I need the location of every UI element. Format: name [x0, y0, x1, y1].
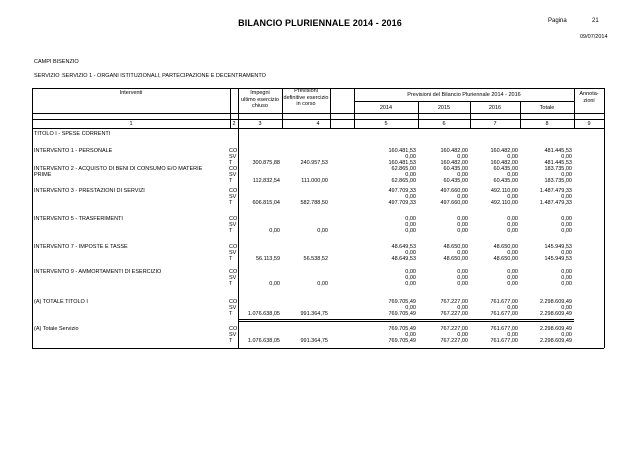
- value-cell-y2014: 497.709,33: [388, 188, 416, 194]
- col-number: 7: [493, 121, 497, 127]
- value-cell-y2016: 761.677,00: [490, 311, 518, 318]
- intervento-label: INTERVENTO 1 - PERSONALE: [34, 148, 113, 154]
- value-cell-y2016: 160.482,00: [490, 160, 518, 167]
- value-cell-impegni: 0,00: [269, 228, 280, 235]
- value-cell-y2015: 0,00: [457, 250, 468, 257]
- value-cell-previsioni: 0,00: [317, 281, 328, 288]
- value-cell-y2016: 0,00: [507, 154, 518, 161]
- value-cell-impegni: 0,00: [269, 281, 280, 288]
- value-cell-y2015: 160.482,00: [440, 148, 468, 154]
- value-cell-totale: 0,00: [561, 305, 572, 312]
- value-cell-y2015: 0,00: [457, 216, 468, 222]
- value-cell-y2015: 48.650,00: [443, 244, 468, 250]
- row-code: SV: [229, 194, 237, 201]
- value-cell-y2016: 761.677,00: [490, 299, 518, 305]
- col-number: 2: [232, 121, 236, 127]
- row-code: T: [229, 200, 233, 207]
- row-code: SV: [229, 154, 237, 161]
- col-header-year: 2016: [488, 105, 502, 111]
- value-cell-y2014: 62.865,00: [391, 166, 416, 172]
- value-cell-y2014: 160.481,53: [388, 148, 416, 154]
- value-cell-y2015: 767.227,00: [440, 338, 468, 345]
- value-cell-y2014: 497.709,33: [388, 200, 416, 207]
- value-cell-y2016: 160.482,00: [490, 148, 518, 154]
- row-code: T: [229, 281, 233, 288]
- value-cell-y2014: 0,00: [405, 216, 416, 222]
- value-cell-y2014: 0,00: [405, 194, 416, 201]
- value-cell-y2015: 0,00: [457, 194, 468, 201]
- table-rule: [32, 119, 604, 120]
- value-cell-y2014: 0,00: [405, 281, 416, 288]
- servizio-description: SERVIZIO 1 - ORGANI ISTITUZIONALI, PARTECIPAZIONE E DECENTRAMENTO: [62, 73, 266, 79]
- value-cell-y2015: 0,00: [457, 172, 468, 179]
- row-code: CO: [229, 244, 238, 250]
- value-cell-impegni: 300.875,88: [252, 160, 280, 167]
- value-cell-y2016: 60.435,00: [493, 178, 518, 185]
- row-code: SV: [229, 222, 237, 229]
- value-cell-totale: 0,00: [561, 281, 572, 288]
- value-cell-y2016: 48.650,00: [493, 256, 518, 263]
- value-cell-y2016: 0,00: [507, 305, 518, 312]
- row-code: T: [229, 311, 233, 318]
- col-number: 3: [258, 121, 262, 127]
- value-cell-y2016: 48.650,00: [493, 244, 518, 250]
- value-cell-previsioni: 991.364,75: [300, 338, 328, 345]
- value-cell-y2016: 0,00: [507, 250, 518, 257]
- value-cell-y2015: 0,00: [457, 305, 468, 312]
- table-rule: [32, 348, 604, 349]
- value-cell-y2016: 60.435,00: [493, 166, 518, 172]
- value-cell-impegni: 1.076.638,05: [247, 311, 280, 318]
- value-cell-y2014: 0,00: [405, 269, 416, 275]
- value-cell-y2016: 0,00: [507, 222, 518, 229]
- col-number: 6: [442, 121, 446, 127]
- value-cell-y2016: 0,00: [507, 194, 518, 201]
- value-cell-y2016: 0,00: [507, 228, 518, 235]
- row-code: CO: [229, 188, 238, 194]
- value-cell-previsioni: 111.000,00: [301, 178, 328, 185]
- intervento-label: INTERVENTO 2 - ACQUISTO DI BENI DI CONSUMO E/O MATERIE: [34, 166, 203, 172]
- value-cell-totale: 0,00: [561, 275, 572, 282]
- value-cell-y2015: 48.650,00: [443, 256, 468, 263]
- value-cell-y2016: 761.677,00: [490, 326, 518, 332]
- intervento-label: INTERVENTO 5 - TRASFERIMENTI: [34, 216, 123, 222]
- value-cell-totale: 0,00: [561, 154, 572, 161]
- value-cell-totale: 0,00: [561, 172, 572, 179]
- col-header-totale: Totale: [539, 105, 555, 111]
- value-cell-y2014: 48.649,53: [391, 256, 416, 263]
- col-number: 8: [545, 121, 549, 127]
- col-number: 9: [587, 121, 591, 127]
- value-cell-totale: 0,00: [561, 250, 572, 257]
- value-cell-y2016: 492.110,00: [490, 188, 518, 194]
- value-cell-previsioni: 0,00: [317, 228, 328, 235]
- value-cell-totale: 0,00: [561, 216, 572, 222]
- value-cell-totale: 2.298.609,49: [539, 326, 572, 332]
- value-cell-y2014: 0,00: [405, 250, 416, 257]
- value-cell-totale: 1.487.479,33: [539, 200, 572, 207]
- value-cell-y2014: 48.649,53: [391, 244, 416, 250]
- value-cell-totale: 183.735,00: [544, 178, 572, 185]
- value-cell-impegni: 56.113,59: [255, 256, 280, 263]
- row-code: SV: [229, 332, 237, 339]
- row-code: SV: [229, 172, 237, 179]
- intervento-label: INTERVENTO 3 - PRESTAZIONI DI SERVIZI: [34, 188, 145, 194]
- row-code: CO: [229, 166, 238, 172]
- row-code: SV: [229, 250, 237, 257]
- row-code: CO: [229, 148, 238, 154]
- value-cell-totale: 2.298.609,49: [539, 311, 572, 318]
- col-number: 1: [129, 121, 133, 127]
- value-cell-y2015: 767.227,00: [440, 299, 468, 305]
- value-cell-y2016: 0,00: [507, 216, 518, 222]
- value-cell-y2015: 0,00: [457, 228, 468, 235]
- value-cell-y2015: 0,00: [457, 281, 468, 288]
- value-cell-totale: 2.298.609,49: [539, 338, 572, 345]
- total-rule: [238, 321, 574, 322]
- value-cell-totale: 481.445,53: [544, 148, 572, 154]
- table-rule: [32, 128, 33, 348]
- value-cell-y2016: 0,00: [507, 269, 518, 275]
- value-cell-y2014: 0,00: [405, 275, 416, 282]
- value-cell-totale: 0,00: [561, 332, 572, 339]
- value-cell-y2016: 0,00: [507, 281, 518, 288]
- value-cell-totale: 0,00: [561, 194, 572, 201]
- col-header-annotazioni: Annota- zioni: [579, 91, 599, 104]
- value-cell-y2015: 60.435,00: [443, 178, 468, 185]
- value-cell-y2015: 160.482,00: [440, 160, 468, 167]
- table-rule: [604, 128, 605, 348]
- page-number: 21: [592, 18, 599, 24]
- value-cell-y2015: 497.660,00: [440, 188, 468, 194]
- col-header-interventi: Interventi: [119, 90, 143, 96]
- value-cell-totale: 0,00: [561, 222, 572, 229]
- value-cell-impegni: 606.815,04: [252, 200, 280, 207]
- row-code: CO: [229, 326, 238, 332]
- value-cell-y2016: 0,00: [507, 172, 518, 179]
- value-cell-totale: 1.487.479,33: [539, 188, 572, 194]
- col-number: 5: [384, 121, 388, 127]
- value-cell-y2014: 769.705,49: [388, 326, 416, 332]
- value-cell-y2016: 492.110,00: [490, 200, 518, 207]
- value-cell-y2015: 0,00: [457, 154, 468, 161]
- value-cell-y2015: 497.660,00: [440, 200, 468, 207]
- value-cell-y2014: 0,00: [405, 222, 416, 229]
- value-cell-totale: 145.949,53: [544, 244, 572, 250]
- value-cell-y2014: 0,00: [405, 332, 416, 339]
- report-date: 09/07/2014: [580, 34, 608, 40]
- value-cell-previsioni: 991.364,75: [300, 311, 328, 318]
- col-header-year: 2014: [379, 105, 393, 111]
- value-cell-y2015: 767.227,00: [440, 311, 468, 318]
- value-cell-y2016: 0,00: [507, 332, 518, 339]
- value-cell-y2014: 769.705,49: [388, 299, 416, 305]
- value-cell-y2014: 769.705,49: [388, 311, 416, 318]
- value-cell-y2014: 769.705,49: [388, 338, 416, 345]
- value-cell-totale: 2.298.609,49: [539, 299, 572, 305]
- value-cell-y2015: 0,00: [457, 222, 468, 229]
- value-cell-previsioni: 240.957,53: [300, 160, 328, 167]
- row-code: CO: [229, 299, 238, 305]
- value-cell-y2016: 0,00: [507, 275, 518, 282]
- row-code: CO: [229, 269, 238, 275]
- row-code: T: [229, 338, 233, 345]
- row-code: T: [229, 228, 233, 235]
- value-cell-previsioni: 582.788,50: [300, 200, 328, 207]
- value-cell-impegni: 1.076.638,05: [247, 338, 280, 345]
- table-rule: [32, 113, 604, 114]
- intervento-label: (A) Totale Servizio: [34, 326, 79, 332]
- col-header-impegni: Impegni ultimo esercizio chiuso: [241, 90, 279, 109]
- value-cell-y2015: 0,00: [457, 332, 468, 339]
- value-cell-totale: 0,00: [561, 228, 572, 235]
- table-rule: [354, 101, 574, 102]
- col-header-previsioni-bilancio: Previsioni del Bilancio Pluriennale 2014 - 2016: [407, 92, 521, 98]
- servizio-label: SERVIZIO: [34, 73, 60, 79]
- ente-name: CAMPI BISENZIO: [34, 59, 79, 65]
- value-cell-totale: 0,00: [561, 269, 572, 275]
- value-cell-y2015: 767.227,00: [440, 326, 468, 332]
- value-cell-totale: 183.735,00: [544, 166, 572, 172]
- table-rule: [32, 128, 604, 129]
- value-cell-y2014: 0,00: [405, 305, 416, 312]
- titolo-label: TITOLO I - SPESE CORRENTI: [34, 131, 111, 137]
- value-cell-y2014: 0,00: [405, 154, 416, 161]
- intervento-label: INTERVENTO 7 - IMPOSTE E TASSE: [34, 244, 128, 250]
- col-number: 4: [316, 121, 320, 127]
- value-cell-previsioni: 56.538,52: [303, 256, 328, 263]
- value-cell-y2016: 761.677,00: [490, 338, 518, 345]
- value-cell-totale: 481.445,53: [544, 160, 572, 167]
- intervento-label: (A) TOTALE TITOLO I: [34, 299, 88, 305]
- row-code: CO: [229, 216, 238, 222]
- value-cell-impegni: 112.832,54: [252, 178, 280, 185]
- value-cell-y2014: 0,00: [405, 228, 416, 235]
- row-code: T: [229, 256, 233, 263]
- value-cell-y2015: 0,00: [457, 269, 468, 275]
- col-header-year: 2015: [437, 105, 451, 111]
- value-cell-y2014: 0,00: [405, 172, 416, 179]
- row-code: SV: [229, 275, 237, 282]
- row-code: T: [229, 160, 233, 167]
- value-cell-y2014: 160.481,53: [388, 160, 416, 167]
- intervento-label: PRIME: [34, 172, 52, 179]
- value-cell-y2014: 62.865,00: [391, 178, 416, 185]
- report-title: BILANCIO PLURIENNALE 2014 - 2016: [238, 18, 402, 28]
- table-rule: [604, 88, 605, 128]
- intervento-label: INTERVENTO 9 - AMMORTAMENTI DI ESERCIZIO: [34, 269, 162, 275]
- col-header-previsioni: Previsioni definitive esercizio in corso: [283, 88, 329, 107]
- row-code: SV: [229, 305, 237, 312]
- page-label: Pagina: [548, 18, 567, 24]
- row-code: T: [229, 178, 233, 185]
- value-cell-totale: 145.949,53: [544, 256, 572, 263]
- value-cell-y2015: 0,00: [457, 275, 468, 282]
- value-cell-y2015: 60.435,00: [443, 166, 468, 172]
